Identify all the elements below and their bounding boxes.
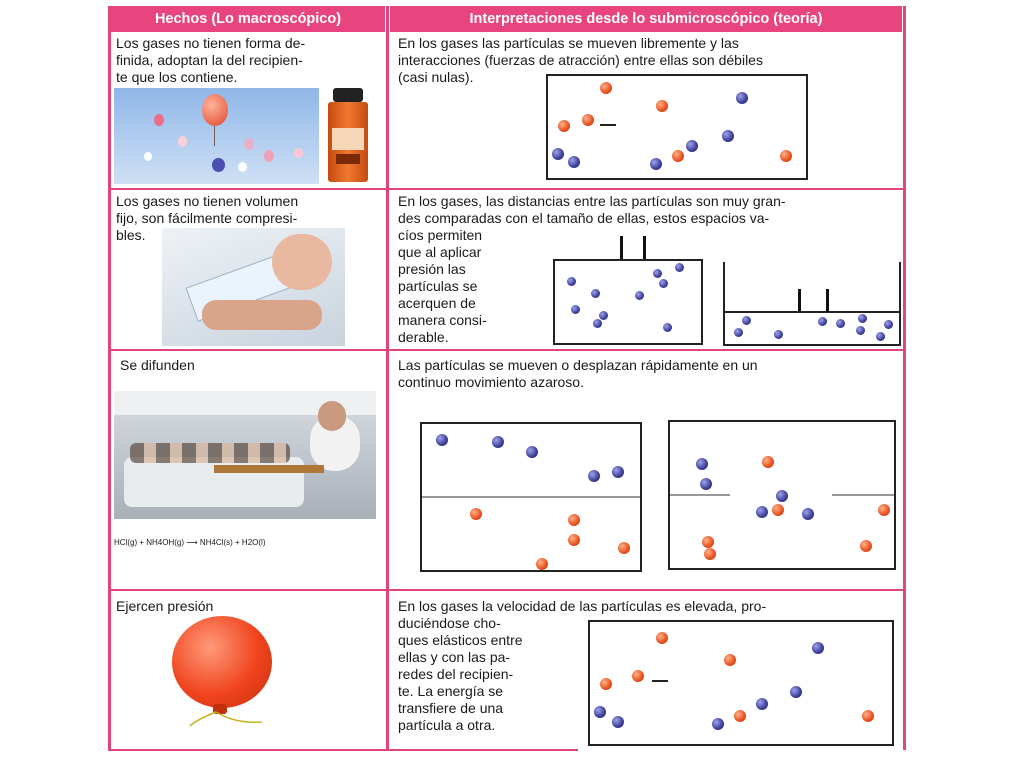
particle bbox=[663, 323, 672, 332]
particle bbox=[780, 150, 792, 162]
piston-head bbox=[725, 311, 899, 313]
header-interpretations: Interpretaciones desde lo submicroscópico (teoría) bbox=[390, 6, 902, 32]
particle bbox=[612, 466, 624, 478]
particle bbox=[567, 277, 576, 286]
particle bbox=[742, 316, 751, 325]
particle bbox=[696, 458, 708, 470]
particle bbox=[802, 508, 814, 520]
particle bbox=[712, 718, 724, 730]
particle bbox=[558, 120, 570, 132]
particle bbox=[858, 314, 867, 323]
particle bbox=[772, 504, 784, 516]
particle bbox=[722, 130, 734, 142]
particle bbox=[618, 542, 630, 554]
particle bbox=[700, 478, 712, 490]
particle bbox=[734, 710, 746, 722]
particle bbox=[635, 291, 644, 300]
container-wall bbox=[899, 262, 901, 346]
elastic-collisions-diagram bbox=[588, 620, 894, 746]
particle bbox=[762, 456, 774, 468]
particle bbox=[756, 698, 768, 710]
particle bbox=[790, 686, 802, 698]
row2-interpretation-text-wrap: cíos permiten que al aplicar presión las partículas se acerquen de manera consi- derable. bbox=[398, 227, 487, 345]
diffusion-diagram-after bbox=[668, 420, 896, 570]
piston-rod bbox=[798, 289, 801, 312]
gas-canister-photo bbox=[326, 88, 370, 182]
particle bbox=[812, 642, 824, 654]
syringe-photo bbox=[162, 228, 345, 346]
particle bbox=[594, 706, 606, 718]
particle bbox=[656, 632, 668, 644]
particle bbox=[876, 332, 885, 341]
row-divider-1 bbox=[108, 188, 906, 190]
particle bbox=[526, 446, 538, 458]
particle bbox=[672, 150, 684, 162]
particle bbox=[536, 558, 548, 570]
particle bbox=[724, 654, 736, 666]
header-facts: Hechos (Lo macroscópico) bbox=[111, 6, 385, 32]
particle bbox=[588, 470, 600, 482]
particle bbox=[656, 100, 668, 112]
row3-interpretation-text: Las partículas se mueven o desplazan rápidamente en un continuo movimiento azaroso. bbox=[398, 357, 758, 390]
particle bbox=[632, 670, 644, 682]
particle bbox=[704, 548, 716, 560]
particle bbox=[571, 305, 580, 314]
particle bbox=[653, 269, 662, 278]
row4-fact-text: Ejercen presión bbox=[116, 598, 214, 614]
particle bbox=[675, 263, 684, 272]
particle bbox=[878, 504, 890, 516]
particle bbox=[436, 434, 448, 446]
container-bottom bbox=[723, 344, 901, 346]
particle bbox=[492, 436, 504, 448]
particle bbox=[702, 536, 714, 548]
particle bbox=[650, 158, 662, 170]
table-border-right bbox=[903, 6, 906, 750]
particle bbox=[862, 710, 874, 722]
row1-interpretation-text: En los gases las partículas se mueven libremente y las interacciones (fuerzas de atracción) entre ellas son débiles (casi nulas). bbox=[398, 35, 763, 85]
particle bbox=[600, 82, 612, 94]
piston-rod bbox=[620, 236, 623, 260]
particle bbox=[818, 317, 827, 326]
particle bbox=[686, 140, 698, 152]
row3-fact-text: Se difunden bbox=[120, 357, 195, 373]
piston-rod bbox=[826, 289, 829, 312]
row4-interpretation-text-wrap: duciéndose cho- ques elásticos entre ellas y con las pa- redes del recipien- te. La energía se transfiere de una partícula a otra. bbox=[398, 615, 523, 733]
row-divider-2 bbox=[108, 349, 906, 351]
particle bbox=[470, 508, 482, 520]
row1-fact-text: Los gases no tienen forma de- finida, adoptan la del recipien- te que los contiene. bbox=[116, 35, 306, 85]
particle bbox=[856, 326, 865, 335]
piston-rod bbox=[643, 236, 646, 260]
row2-interpretation-text: En los gases, las distancias entre las partículas son muy gran- des comparadas con el tamaño de ellas, estos espacios va- bbox=[398, 193, 786, 226]
particle bbox=[599, 311, 608, 320]
free-particles-diagram bbox=[546, 74, 808, 180]
row4-interpretation-text: En los gases la velocidad de las partículas es elevada, pro- bbox=[398, 598, 767, 614]
particle bbox=[552, 148, 564, 160]
particle bbox=[776, 490, 788, 502]
particle bbox=[860, 540, 872, 552]
row-divider-bottom bbox=[108, 749, 578, 751]
particle bbox=[568, 514, 580, 526]
particle bbox=[884, 320, 893, 329]
particle bbox=[582, 114, 594, 126]
diffusion-diagram-before bbox=[420, 422, 642, 572]
balloon-string bbox=[186, 708, 266, 730]
particle bbox=[734, 328, 743, 337]
table-border-middle bbox=[386, 6, 389, 750]
particle bbox=[756, 506, 768, 518]
particle bbox=[836, 319, 845, 328]
row2-fact-text: Los gases no tienen volumen fijo, son fácilmente compresi- bles. bbox=[116, 193, 299, 243]
particle bbox=[593, 319, 602, 328]
balloon-illustration bbox=[172, 616, 272, 708]
balloons-photo bbox=[114, 88, 319, 184]
particle bbox=[736, 92, 748, 104]
reaction-equation: HCl(g) + NH4OH(g) ⟶ NH4Cl(s) + H2O(l) bbox=[114, 538, 266, 547]
row-divider-3 bbox=[108, 589, 906, 591]
particle bbox=[600, 678, 612, 690]
particle bbox=[659, 279, 668, 288]
container-wall bbox=[723, 262, 725, 346]
laboratory-photo bbox=[114, 391, 376, 519]
gas-container-uncompressed bbox=[553, 259, 703, 345]
particle bbox=[568, 156, 580, 168]
particle bbox=[591, 289, 600, 298]
particle bbox=[612, 716, 624, 728]
table-border-left bbox=[108, 6, 111, 750]
particle bbox=[774, 330, 783, 339]
particle bbox=[568, 534, 580, 546]
